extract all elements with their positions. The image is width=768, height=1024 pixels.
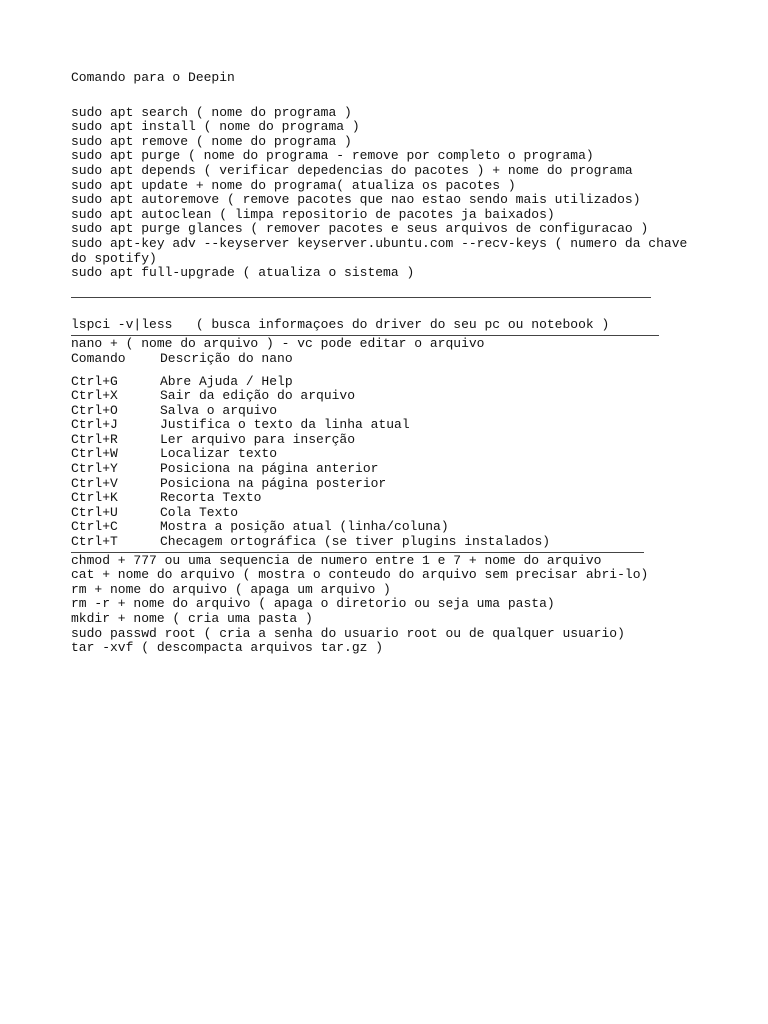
apt-command-line: sudo apt update + nome do programa( atualiza os pacotes ) [71,177,516,193]
nano-header-description: Descrição do nano [160,350,293,366]
file-command-line: rm + nome do arquivo ( apaga um arquivo ) [71,581,391,597]
file-command-line: chmod + 777 ou uma sequencia de numero entre 1 e 7 + nome do arquivo [71,552,602,568]
apt-command-line: sudo apt depends ( verificar depedencias do pacotes ) + nome do programa [71,162,633,178]
file-command-line: mkdir + nome ( cria uma pasta ) [71,611,313,626]
shortcut-description: Checagem ortográfica (se tiver plugins instalados) [160,534,551,550]
file-command-list [71,554,711,656]
shortcut-key: Ctrl+R [71,431,118,447]
shortcut-description: Abre Ajuda / Help [160,373,293,389]
nano-shortcut-row [71,433,711,448]
nano-shortcut-row [71,535,711,550]
shortcut-key: Ctrl+W [71,446,118,462]
shortcut-key: Ctrl+T [71,534,118,550]
nano-header-command: Comando [71,350,126,366]
shortcut-key: Ctrl+O [71,402,118,418]
apt-command-line: sudo apt search ( nome do programa ) [71,104,352,120]
apt-command-list [71,106,711,281]
apt-command-line: sudo apt install ( nome do programa ) [71,119,360,135]
nano-shortcut-row [71,477,711,492]
document-body [71,71,711,656]
shortcut-description: Mostra a posição atual (linha/coluna) [160,519,449,535]
file-command-line: tar -xvf ( descompacta arquivos tar.gz ) [71,640,384,656]
file-command-line: sudo passwd root ( cria a senha do usuario root ou de qualquer usuario) [71,625,625,641]
file-command-line: cat + nome do arquivo ( mostra o conteudo do arquivo sem precisar abri-lo) [71,567,649,583]
nano-intro-line: nano + ( nome do arquivo ) - vc pode editar o arquivo [71,336,485,352]
nano-shortcut-row [71,462,711,477]
apt-command-line: sudo apt purge glances ( remover pacotes e seus arquivos de configuracao ) [71,221,649,237]
document-title: Comando para o Deepin [71,70,235,85]
apt-command-line: sudo apt autoremove ( remove pacotes que nao estao sendo mais utilizados) [71,192,641,208]
spacer [71,86,711,106]
nano-shortcut-row [71,389,711,404]
shortcut-description: Ler arquivo para inserção [160,431,356,447]
nano-shortcut-list [71,375,711,550]
shortcut-description: Justifica o texto da linha atual [160,417,410,433]
divider-rule [71,297,651,298]
shortcut-description: Salva o arquivo [160,402,278,418]
shortcut-key: Ctrl+X [71,388,118,404]
shortcut-description: Posiciona na página posterior [160,475,387,491]
shortcut-key: Ctrl+U [71,504,118,520]
apt-command-line: sudo apt autoclean ( limpa repositorio de pacotes ja baixados) [71,206,555,222]
shortcut-description: Localizar texto [160,446,278,462]
nano-table-header [71,352,711,367]
apt-command-line: sudo apt remove ( nome do programa ) [71,133,352,149]
nano-shortcut-row [71,447,711,462]
nano-section [71,337,711,549]
shortcut-key: Ctrl+Y [71,461,118,477]
shortcut-key: Ctrl+G [71,373,118,389]
shortcut-description: Cola Texto [160,504,239,520]
spacer [71,281,711,295]
shortcut-key: Ctrl+K [71,490,118,506]
nano-shortcut-row [71,404,711,419]
file-command-line: rm -r + nome do arquivo ( apaga o diretorio ou seja uma pasta) [71,596,555,612]
shortcut-description: Sair da edição do arquivo [160,388,356,404]
shortcut-key: Ctrl+C [71,519,118,535]
shortcut-key: Ctrl+V [71,475,118,491]
shortcut-description: Posiciona na página anterior [160,461,379,477]
apt-command-line: sudo apt full-upgrade ( atualiza o sistema ) [71,265,415,281]
shortcut-key: Ctrl+J [71,417,118,433]
nano-shortcut-row [71,375,711,390]
nano-shortcut-row [71,491,711,506]
shortcut-description: Recorta Texto [160,490,262,506]
apt-command-line: sudo apt-key adv --keyserver keyserver.ubuntu.com --recv-keys ( numero da chave do spotify) [71,235,688,266]
nano-shortcut-row [71,520,711,535]
nano-shortcut-row [71,506,711,521]
apt-command-line: sudo apt purge ( nome do programa - remove por completo o programa) [71,148,594,164]
lspci-command-line: lspci -v|less ( busca informaçoes do driver do seu pc ou notebook ) [71,316,610,332]
nano-shortcut-row [71,418,711,433]
